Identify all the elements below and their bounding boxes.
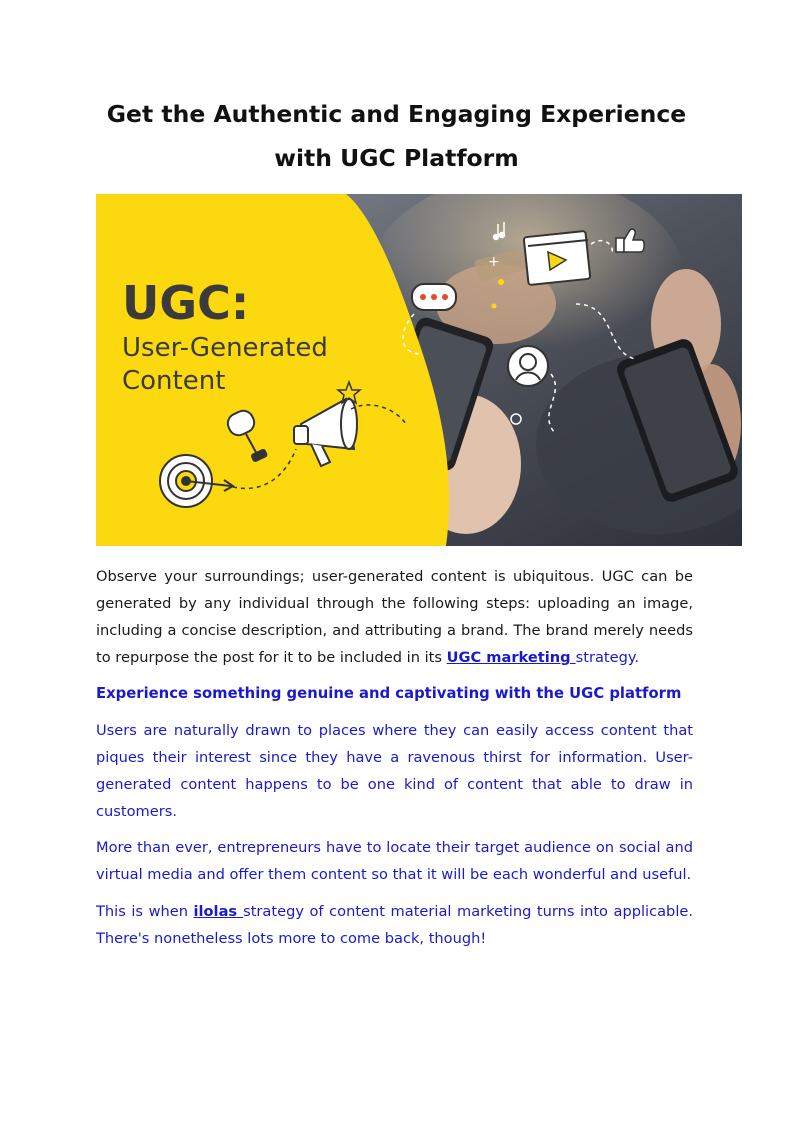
page-title-line-2: with UGC Platform [274, 144, 519, 172]
hero-image [96, 194, 742, 546]
section-heading: Experience something genuine and captivating with the UGC platform [96, 685, 682, 702]
paragraph-users: Users are naturally drawn to places where they can easily access content that piques their interest since they have a ravenous thirst for information. User-generated content happens to be one kind of content that able to draw in customers. [96, 722, 693, 820]
hero-subtitle-line-2: Content [122, 366, 226, 396]
svg-text:+: + [488, 254, 500, 270]
paragraph-strategy [96, 898, 693, 952]
video-player-icon [524, 231, 591, 285]
hero-subtitle-line-1: User-Generated [122, 333, 328, 363]
ilolas-link[interactable]: ilolas [193, 903, 244, 920]
intro-paragraph-text: Observe your surroundings; user-generated content is ubiquitous. UGC can be generated by any individual through the following steps: uploading an image, including a concise description, and attributing a brand. The brand merely needs to repurpose the post for it to be included in its [96, 568, 693, 666]
hero-heading: UGC: [122, 276, 250, 330]
page-title-line-1: Get the Authentic and Engaging Experience [106, 100, 687, 128]
intro-paragraph [96, 563, 693, 671]
paragraph-strategy-start: This is when [96, 903, 194, 920]
chat-bubble-icon [412, 284, 456, 310]
paragraph-entrepreneurs: More than ever, entrepreneurs have to locate their target audience on social and virtual media and offer them content so that it will be each wonderful and useful. [96, 839, 693, 883]
user-avatar-icon [508, 346, 548, 386]
intro-paragraph-end: strategy. [575, 649, 640, 666]
paragraph-strategy-end: strategy of content material marketing turns into applicable. There's nonetheless lots more to come back, though! [96, 903, 693, 947]
ugc-marketing-link[interactable]: UGC marketing [446, 649, 576, 666]
page-title [60, 92, 733, 180]
